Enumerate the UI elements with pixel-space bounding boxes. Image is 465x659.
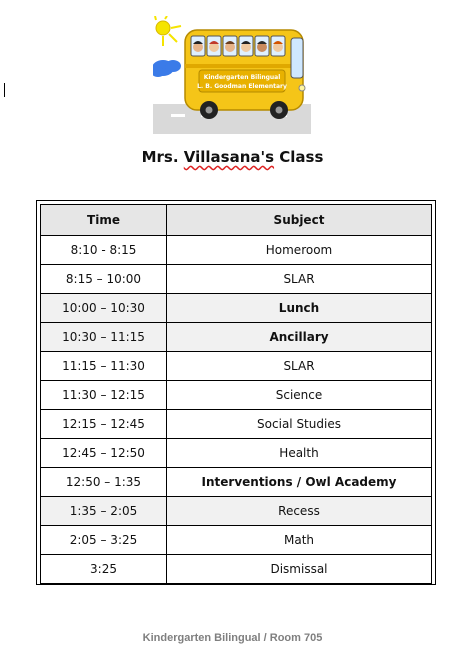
time-cell: 11:30 – 12:15	[41, 381, 167, 410]
subject-cell: Homeroom	[167, 236, 432, 265]
time-cell: 12:50 – 1:35	[41, 468, 167, 497]
footer-text: Kindergarten Bilingual / Room 705	[142, 632, 323, 644]
subject-cell: Dismissal	[167, 555, 432, 584]
title-suffix: Class	[274, 148, 324, 166]
subject-cell: Math	[167, 526, 432, 555]
schedule-table	[40, 204, 432, 584]
time-cell: 1:35 – 2:05	[41, 497, 167, 526]
table-row	[41, 294, 432, 323]
subject-cell: Lunch	[167, 294, 432, 323]
time-cell: 3:25	[41, 555, 167, 584]
schedule-table-frame	[36, 200, 436, 585]
cloud-icon	[153, 60, 181, 77]
time-cell: 12:45 – 12:50	[41, 439, 167, 468]
time-cell: 8:15 – 10:00	[41, 265, 167, 294]
time-cell: 10:30 – 11:15	[41, 323, 167, 352]
header-time: Time	[41, 205, 167, 236]
subject-cell: SLAR	[167, 352, 432, 381]
table-row	[41, 555, 432, 584]
sun-icon	[155, 16, 181, 46]
text-cursor	[4, 83, 5, 97]
table-row	[41, 410, 432, 439]
subject-cell: Health	[167, 439, 432, 468]
school-bus-illustration	[153, 16, 311, 134]
table-row	[41, 381, 432, 410]
title-name-misspelled: Villasana's	[183, 148, 275, 166]
title-prefix: Mrs.	[141, 148, 184, 166]
time-cell: 10:00 – 10:30	[41, 294, 167, 323]
time-cell: 11:15 – 11:30	[41, 352, 167, 381]
table-row	[41, 323, 432, 352]
table-row	[41, 236, 432, 265]
bus-windshield	[291, 38, 303, 78]
bus-sign-line1: Kindergarten Bilingual	[203, 74, 281, 81]
subject-cell: Social Studies	[167, 410, 432, 439]
subject-cell: Ancillary	[167, 323, 432, 352]
table-row	[41, 352, 432, 381]
subject-cell: SLAR	[167, 265, 432, 294]
school-bus-clipart	[153, 16, 311, 134]
subject-cell: Science	[167, 381, 432, 410]
subject-cell: Interventions / Owl Academy	[167, 468, 432, 497]
table-row	[41, 526, 432, 555]
bus-sign-line2: L. B. Goodman Elementary	[197, 83, 287, 90]
schedule-body	[41, 236, 432, 584]
table-row	[41, 265, 432, 294]
header-subject: Subject	[167, 205, 432, 236]
table-row	[41, 468, 432, 497]
table-row	[41, 497, 432, 526]
time-cell: 8:10 - 8:15	[41, 236, 167, 265]
subject-cell: Recess	[167, 497, 432, 526]
time-cell: 2:05 – 3:25	[41, 526, 167, 555]
table-header-row	[41, 205, 432, 236]
time-cell: 12:15 – 12:45	[41, 410, 167, 439]
table-row	[41, 439, 432, 468]
page-title	[0, 148, 465, 166]
